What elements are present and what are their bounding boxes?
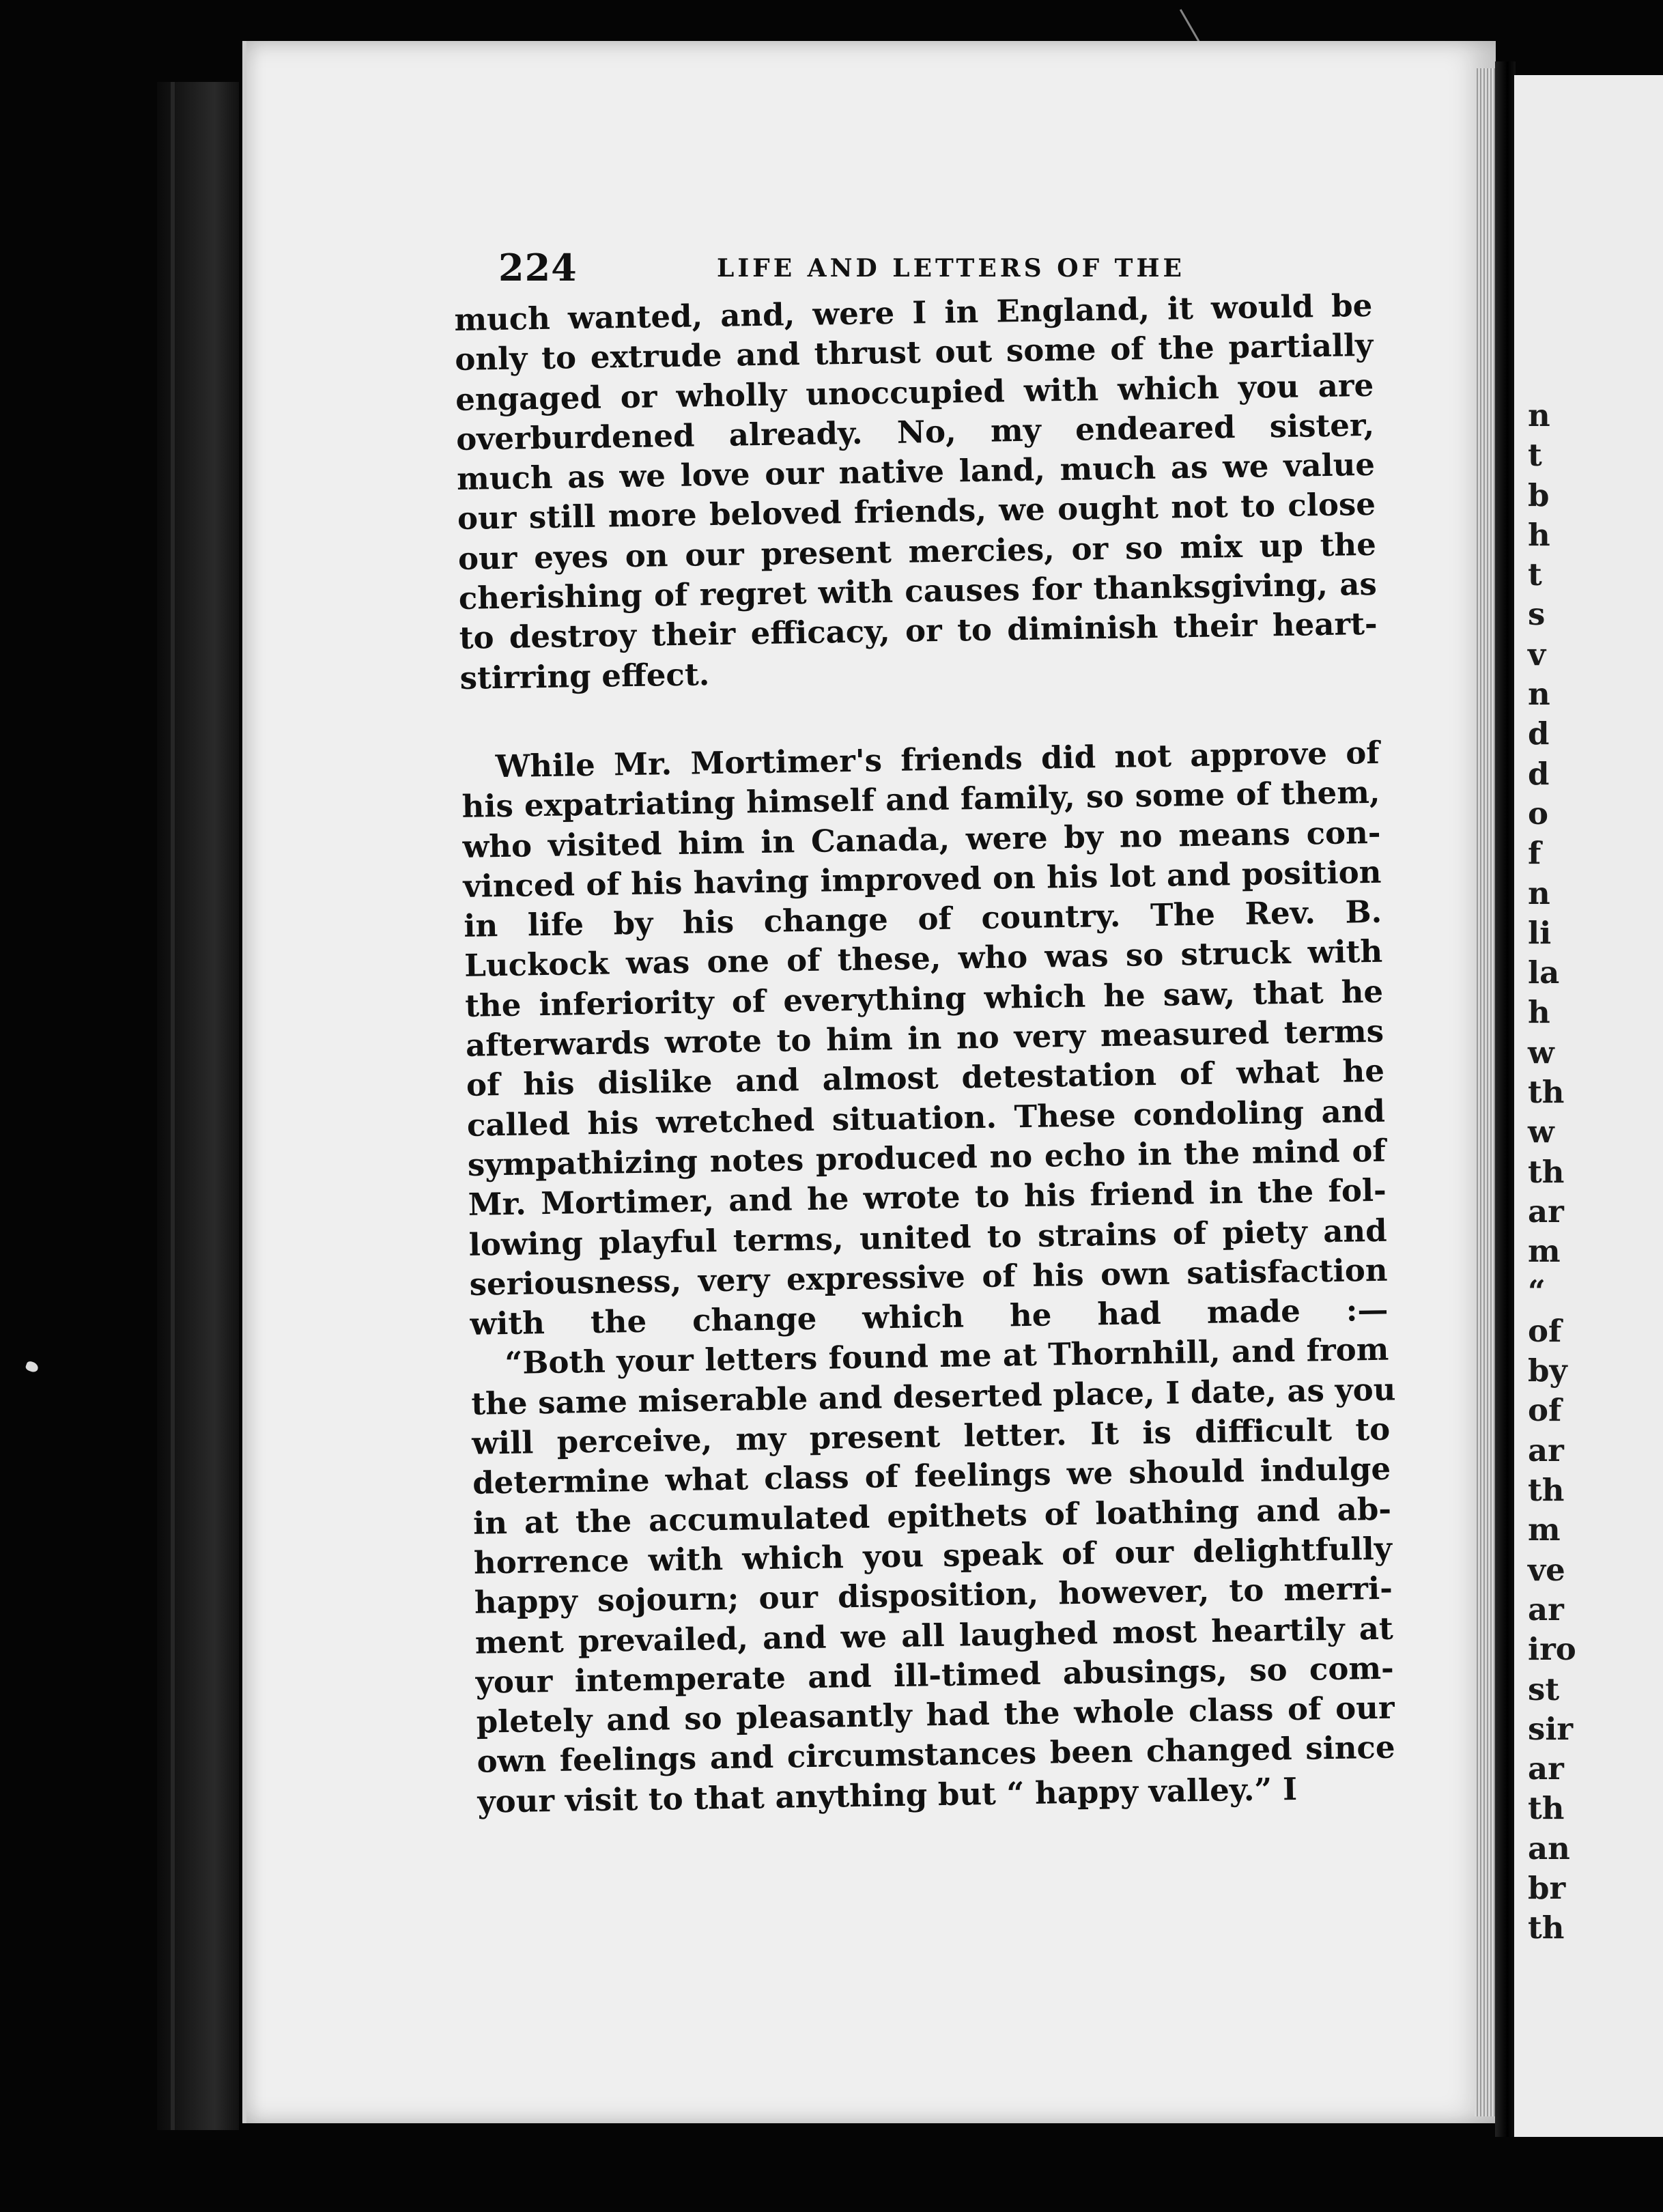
text-line: will perceive, my present letter. It is difficult to [471,1410,1391,1462]
facing-line-fragment: v [1528,636,1546,672]
text-line: sympathizing notes produced no echo in the mind of [467,1132,1387,1183]
facing-line-fragment: n [1528,676,1550,713]
facing-line-fragment: th [1528,1790,1565,1827]
fiber-mark [1180,0,1225,46]
facing-line-fragment: th [1528,1910,1565,1946]
facing-line-fragment: m [1528,1512,1561,1548]
facing-line-fragment: d [1528,715,1550,752]
facing-line-fragment: n [1528,397,1550,434]
facing-line-fragment: br [1528,1869,1566,1906]
facing-line-fragment: o [1528,795,1549,832]
facing-line-fragment: t [1528,437,1542,474]
text-line: cherishing of regret with causes for thanksgiving, as [458,565,1378,617]
facing-line-fragment: of [1528,1392,1562,1429]
facing-line-fragment: li [1528,914,1552,951]
facing-line-fragment: d [1528,755,1550,792]
text-line: engaged or wholly unoccupied with which you are [455,367,1374,418]
text-line: the inferiority of everything which he saw, that he [464,973,1384,1024]
facing-line-fragment: th [1528,1074,1565,1111]
text-line: ment prevailed, and we all laughed most heartily at [474,1610,1394,1661]
facing-line-fragment: h [1528,994,1550,1031]
facing-line-fragment: th [1528,1472,1565,1509]
text-line: in at the accumulated epithets of loathing and ab- [472,1490,1392,1542]
facing-page-text [1514,396,1663,1948]
running-head [498,246,1345,294]
text-line: seriousness, very expressive of his own satisfaction [469,1251,1388,1303]
text-line: called his wretched situation. These condoling and [466,1092,1386,1144]
facing-line-fragment: st [1528,1671,1560,1707]
facing-line-fragment: t [1528,556,1542,593]
text-line: afterwards wrote to him in no very measured terms [465,1012,1384,1064]
facing-line-fragment: ve [1528,1551,1565,1588]
facing-line-fragment: by [1528,1352,1567,1389]
text-line: his expatriating himself and family, so some of them, [461,774,1380,825]
facing-line-fragment: ar [1528,1432,1564,1469]
facing-line-fragment: f [1528,835,1541,872]
facing-line-fragment: m [1528,1233,1561,1270]
text-line: overburdened already. No, my endeared sister, [455,406,1375,457]
text-line: lowing playful terms, united to strains of piety and [468,1212,1387,1263]
running-title: LIFE AND LETTERS OF THE [717,254,1185,283]
text-line: much wanted, and, were I in England, it would be [454,287,1373,338]
text-line: stirring effect. [459,655,710,696]
text-line: our still more beloved friends, we ought not to close [457,486,1376,537]
text-line: in life by his change of country. The Rev. B. [463,893,1382,945]
facing-line-fragment: of [1528,1312,1562,1349]
facing-line-fragment: “ [1528,1273,1546,1309]
text-line: only to extrude and thrust out some of the partially [454,327,1374,378]
gutter [1495,61,1516,2137]
facing-page [1514,75,1663,2137]
text-line: our eyes on our present mercies, or so mix up the [457,526,1377,577]
text-line: to destroy their efficacy, or to diminish their heart- [459,606,1378,657]
page-number: 224 [498,246,578,289]
facing-line-fragment: la [1528,954,1560,991]
text-line: with the change which he had made :— [470,1291,1389,1342]
facing-line-fragment: n [1528,875,1550,911]
text-line: your intemperate and ill-timed abusings, so com- [475,1649,1395,1701]
facing-line-fragment: iro [1528,1631,1576,1668]
text-line: horrence with which you speak of our delightfully [473,1530,1393,1581]
text-line: own feelings and circumstances been changed since [477,1729,1395,1781]
text-line: Luckock was one of these, who was so struck with [464,933,1383,984]
text-line: your visit to that anything but “ happy valley.” I [477,1770,1298,1820]
text-line: While Mr. Mortimer's friends did not approve of [495,734,1380,785]
facing-line-fragment: b [1528,477,1550,513]
text-line: the same miserable and deserted place, I date, as you [470,1371,1396,1422]
facing-line-fragment: th [1528,1153,1565,1190]
facing-line-fragment: w [1528,1034,1554,1070]
book-binding [157,82,239,2130]
facing-line-fragment: ar [1528,1193,1564,1230]
text-line: “Both your letters found me at Thornhill, and from [504,1331,1389,1382]
text-line: much as we love our native land, much as we value [456,446,1376,498]
text-line: vinced of his having improved on his lot and position [463,853,1382,905]
body-text [454,286,1396,1822]
facing-line-fragment: ar [1528,1591,1564,1628]
facing-line-fragment: ar [1528,1750,1564,1787]
margin-speck [25,1360,40,1373]
page-edge [1475,68,1495,2116]
facing-line-fragment: sir [1528,1710,1574,1747]
text-line: Mr. Mortimer, and he wrote to his friend in the fol- [468,1172,1387,1223]
text-line: pletely and so pleasantly had the whole class of our [476,1689,1395,1740]
facing-line-fragment: w [1528,1114,1554,1150]
text-line: happy sojourn; our disposition, however, to merri- [474,1570,1393,1621]
text-line: of his dislike and almost detestation of what he [466,1053,1385,1104]
text-line: who visited him in Canada, were by no means con- [462,814,1381,865]
text-line: determine what class of feelings we should indulge [472,1450,1391,1502]
facing-line-fragment: h [1528,516,1550,553]
facing-line-fragment: an [1528,1830,1570,1867]
facing-line-fragment: s [1528,596,1546,633]
